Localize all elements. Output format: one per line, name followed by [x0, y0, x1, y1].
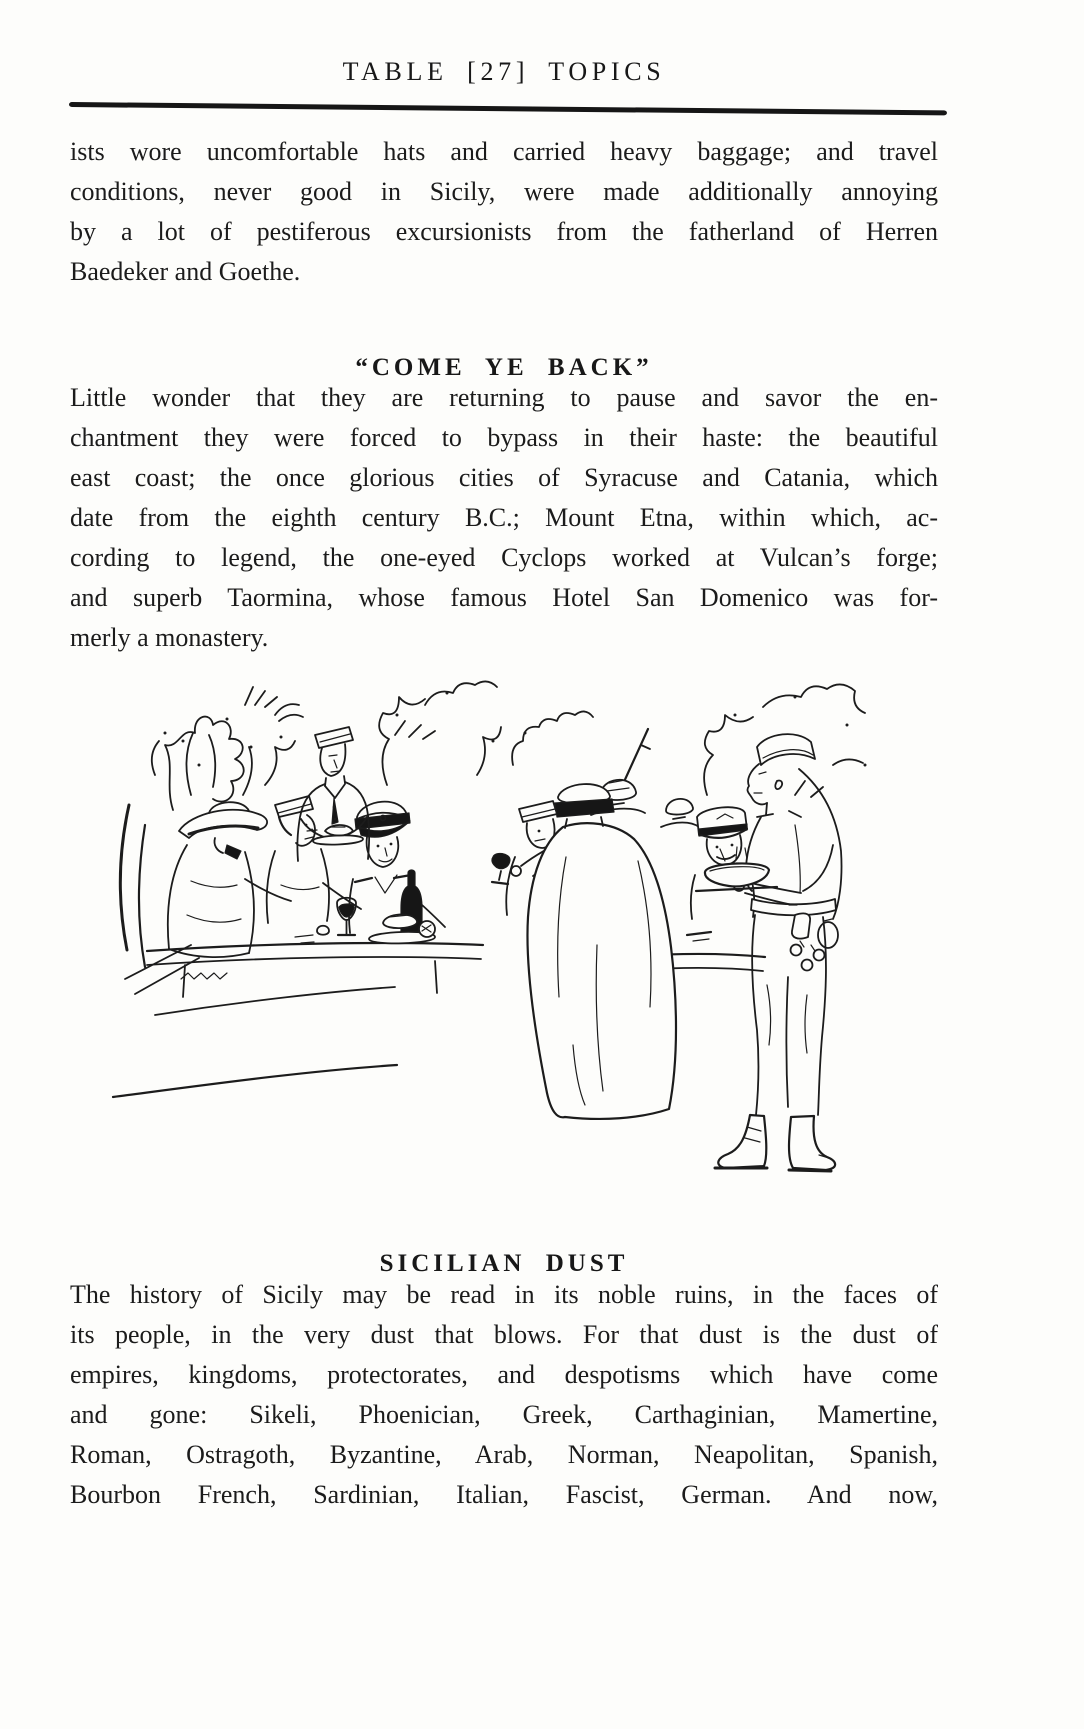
standing-server	[297, 727, 369, 861]
slouch-hat-diner	[168, 802, 291, 957]
text-line: Bourbon French, Sardinian, Italian, Fascist, German. And now,	[70, 1480, 938, 1509]
running-head: TABLE [27] TOPICS	[342, 57, 666, 86]
text-line: and gone: Sikeli, Phoenician, Greek, Carthaginian, Mamertine,	[70, 1400, 938, 1429]
text-line: conditions, never good in Sicily, were made additionally annoying	[70, 177, 938, 206]
section-heading-sicilian-dust: SICILIAN DUST	[379, 1249, 629, 1277]
paragraph-sicilian-dust	[70, 1275, 938, 1515]
text-line: and superb Taormina, whose famous Hotel San Domenico was for-	[70, 583, 938, 612]
standing-soldier	[696, 734, 842, 1171]
belt-icon	[751, 899, 836, 915]
text-line: cording to legend, the one-eyed Cyclops worked at Vulcan’s forge;	[70, 543, 938, 572]
header-rule	[69, 102, 947, 115]
text-line: Little wonder that they are returning to pause and savor the en-	[70, 383, 938, 412]
text-line: ists wore uncomfortable hats and carried heavy baggage; and travel	[70, 137, 938, 166]
text-line: The history of Sicily may be read in its noble ruins, in the faces of	[70, 1280, 938, 1309]
foliage-center-icon	[379, 681, 593, 785]
dinner-scene-drawing	[95, 645, 895, 1175]
text-line: its people, in the very dust that blows. For that dust is the dust of	[70, 1320, 938, 1349]
wine-glass-icon	[492, 853, 510, 868]
text-line: Roman, Ostragoth, Byzantine, Arab, Norman, Neapolitan, Spanish,	[70, 1440, 938, 1469]
text-line: by a lot of pestiferous excursionists from the fatherland of Herren	[70, 217, 938, 246]
text-line: date from the eighth century B.C.; Mount Etna, within which, ac-	[70, 503, 938, 532]
canteen-icon	[818, 922, 838, 948]
paragraph-come-ye-back	[70, 378, 938, 658]
paragraph-opening-continuation	[70, 132, 938, 292]
table-food-left	[295, 870, 435, 943]
text-line: merly a monastery.	[70, 623, 269, 652]
text-line: Baedeker and Goethe.	[70, 257, 301, 286]
section-heading-come-ye-back: “COME YE BACK”	[355, 353, 653, 381]
white-coat-officer	[492, 784, 676, 1119]
illustration-dinner-scene	[95, 645, 895, 1175]
text-line: east coast; the once glorious cities of Syracuse and Catania, which	[70, 463, 938, 492]
text-line: chantment they were forced to bypass in their haste: the beautiful	[70, 423, 938, 452]
boot-icon	[789, 1116, 835, 1170]
text-line: empires, kingdoms, protectorates, and despotisms which have come	[70, 1360, 938, 1389]
